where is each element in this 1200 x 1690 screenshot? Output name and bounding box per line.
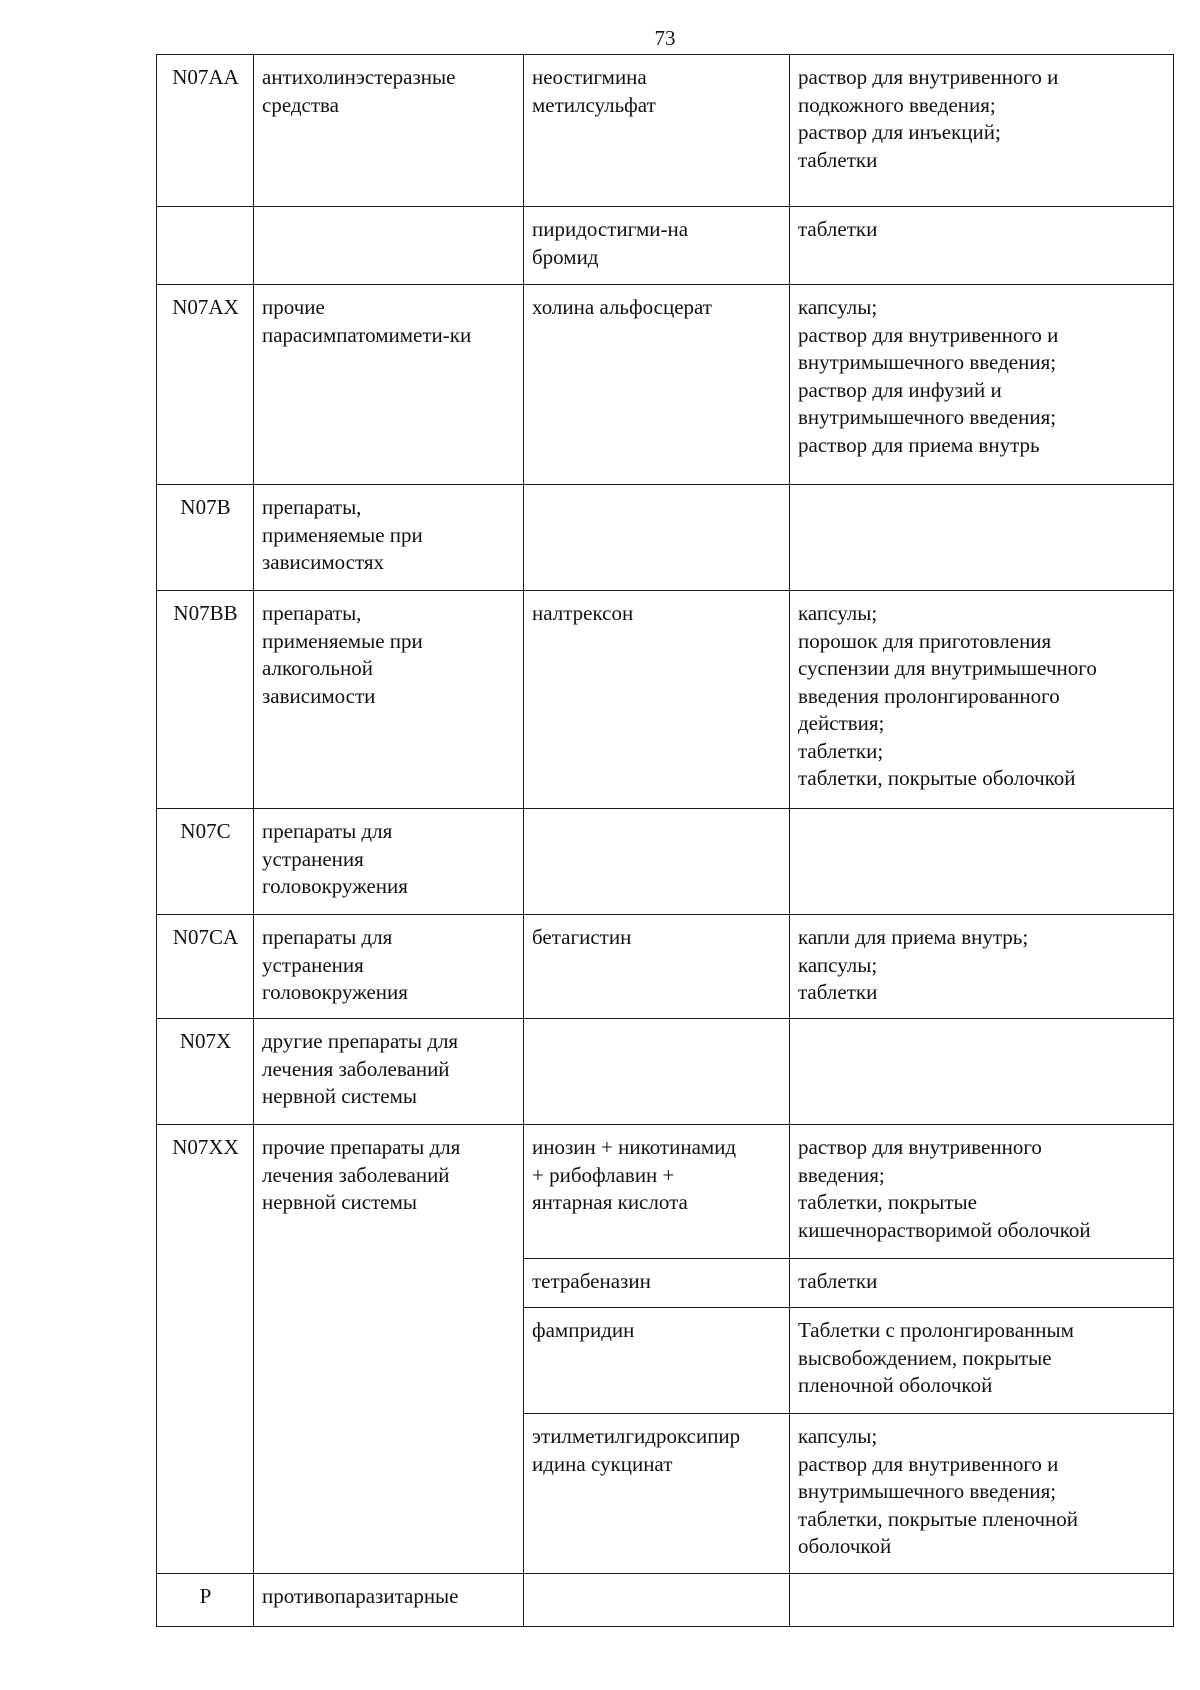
forms-text-line: пленочной оболочкой bbox=[798, 1373, 993, 1397]
forms-text-line: капсулы; bbox=[798, 601, 878, 625]
table-row bbox=[157, 1019, 1174, 1125]
atc-code-cell bbox=[157, 485, 254, 591]
drug-text-line: инозин + никотинамид bbox=[532, 1135, 737, 1159]
atc-code: N07X bbox=[179, 1029, 232, 1053]
table-row bbox=[157, 55, 1174, 207]
dosage-forms-cell bbox=[790, 1414, 1174, 1574]
drug-name-cell bbox=[524, 285, 790, 485]
group-name-cell bbox=[254, 1574, 524, 1627]
forms-text-line: кишечнорастворимой оболочкой bbox=[798, 1217, 1091, 1242]
group-text-line: парасимпатомимети-ки bbox=[262, 322, 472, 347]
drug-name-cell bbox=[524, 1019, 790, 1125]
drug-classification-table bbox=[156, 54, 1174, 1627]
forms-text-line: раствор для внутривенного bbox=[798, 1135, 1042, 1159]
atc-code-cell bbox=[157, 915, 254, 1019]
atc-code-cell bbox=[157, 591, 254, 809]
drug-name-cell bbox=[524, 1308, 790, 1414]
atc-code: P bbox=[199, 1584, 212, 1608]
drug-name-cell bbox=[524, 809, 790, 915]
forms-text-line: раствор для внутривенного и bbox=[798, 65, 1059, 89]
forms-text-line: раствор для инфузий и bbox=[798, 377, 1002, 402]
atc-code: N07AX bbox=[172, 295, 239, 319]
drug-text-line: тетрабеназин bbox=[532, 1269, 651, 1293]
forms-text-line: капли для приема внутрь; bbox=[798, 925, 1029, 949]
dosage-forms-cell bbox=[790, 207, 1174, 285]
forms-text-line: Таблетки с пролонгированным bbox=[798, 1318, 1074, 1342]
table-row bbox=[157, 485, 1174, 591]
group-name-cell bbox=[254, 485, 524, 591]
forms-text-line: введения пролонгированного bbox=[798, 683, 1060, 708]
table-row bbox=[157, 285, 1174, 485]
drug-text-line: холина альфосцерат bbox=[532, 295, 712, 319]
group-name-cell bbox=[254, 1019, 524, 1125]
atc-code: N07BB bbox=[173, 601, 238, 625]
dosage-forms-cell bbox=[790, 1308, 1174, 1414]
group-name-cell bbox=[254, 915, 524, 1019]
drug-text-line: пиридостигми-на bbox=[532, 217, 689, 241]
drug-name-cell bbox=[524, 485, 790, 591]
group-text-line: головокружения bbox=[262, 980, 408, 1004]
forms-text-line: внутримышечного введения; bbox=[798, 1479, 1057, 1503]
forms-text-line: порошок для приготовления bbox=[798, 628, 1052, 653]
atc-code-cell bbox=[157, 1019, 254, 1125]
group-text-line: прочие препараты для bbox=[262, 1135, 461, 1159]
group-text-line: применяемые при bbox=[262, 628, 423, 653]
group-text-line: средства bbox=[262, 92, 340, 117]
group-text-line: другие препараты для bbox=[262, 1029, 459, 1053]
group-text-line: противопаразитарные bbox=[262, 1584, 459, 1608]
forms-text-line: таблетки, покрытые bbox=[798, 1190, 977, 1214]
drug-name-cell bbox=[524, 207, 790, 285]
drug-text-line: неостигмина bbox=[532, 65, 647, 89]
drug-name-cell bbox=[524, 55, 790, 207]
forms-text-line: подкожного введения; bbox=[798, 92, 996, 117]
group-text-line: лечения заболеваний bbox=[262, 1162, 450, 1187]
drug-name-cell bbox=[524, 591, 790, 809]
drug-name-cell bbox=[524, 915, 790, 1019]
group-name-cell bbox=[254, 285, 524, 485]
group-name-cell bbox=[254, 1125, 524, 1574]
atc-code-cell bbox=[157, 1574, 254, 1627]
dosage-forms-cell bbox=[790, 485, 1174, 591]
forms-text-line: оболочкой bbox=[798, 1534, 892, 1558]
atc-code: N07XX bbox=[172, 1135, 239, 1159]
drug-text-line: бетагистин bbox=[532, 925, 632, 949]
group-text-line: прочие bbox=[262, 295, 325, 319]
forms-text-line: действия; bbox=[798, 711, 885, 735]
atc-code: N07B bbox=[180, 495, 231, 519]
dosage-forms-cell bbox=[790, 1259, 1174, 1308]
drug-name-cell bbox=[524, 1574, 790, 1627]
group-text-line: препараты, bbox=[262, 601, 362, 625]
group-name-cell bbox=[254, 591, 524, 809]
dosage-forms-cell bbox=[790, 915, 1174, 1019]
dosage-forms-cell bbox=[790, 1574, 1174, 1627]
forms-text-line: раствор для внутривенного и bbox=[798, 1451, 1059, 1476]
atc-code-cell bbox=[157, 809, 254, 915]
group-text-line: препараты для bbox=[262, 925, 393, 949]
drug-text-line: фампридин bbox=[532, 1318, 635, 1342]
table-row bbox=[157, 1574, 1174, 1627]
table-row bbox=[157, 809, 1174, 915]
group-text-line: нервной системы bbox=[262, 1190, 417, 1214]
forms-text-line: капсулы; bbox=[798, 1424, 878, 1448]
forms-text-line: таблетки, покрытые оболочкой bbox=[798, 766, 1076, 790]
drug-text-line: этилметилгидроксипир bbox=[532, 1424, 741, 1448]
drug-name-cell bbox=[524, 1125, 790, 1259]
table-row bbox=[157, 915, 1174, 1019]
atc-code-cell bbox=[157, 285, 254, 485]
forms-text-line: таблетки bbox=[798, 147, 878, 172]
forms-text-line: таблетки bbox=[798, 980, 878, 1004]
group-text-line: алкогольной bbox=[262, 656, 373, 680]
atc-code-cell bbox=[157, 55, 254, 207]
forms-text-line: капсулы; bbox=[798, 952, 878, 977]
table-row bbox=[157, 207, 1174, 285]
forms-text-line: раствор для внутривенного и bbox=[798, 322, 1059, 347]
drug-name-cell bbox=[524, 1259, 790, 1308]
forms-text-line: капсулы; bbox=[798, 295, 878, 319]
group-text-line: лечения заболеваний bbox=[262, 1056, 450, 1081]
table-row bbox=[157, 1125, 1174, 1259]
group-text-line: головокружения bbox=[262, 874, 408, 898]
drug-text-line: + рибофлавин + bbox=[532, 1162, 675, 1187]
forms-text-line: суспензии для внутримышечного bbox=[798, 656, 1097, 680]
group-text-line: антихолинэстеразные bbox=[262, 65, 456, 89]
forms-text-line: высвобождением, покрытые bbox=[798, 1345, 1052, 1370]
dosage-forms-cell bbox=[790, 285, 1174, 485]
atc-code-cell bbox=[157, 1125, 254, 1574]
drug-name-cell bbox=[524, 1414, 790, 1574]
drug-text-line: бромид bbox=[532, 244, 599, 269]
dosage-forms-cell bbox=[790, 55, 1174, 207]
atc-code: N07C bbox=[180, 819, 231, 843]
atc-code-cell bbox=[157, 207, 254, 285]
forms-text-line: введения; bbox=[798, 1162, 885, 1187]
dosage-forms-cell bbox=[790, 1019, 1174, 1125]
dosage-forms-cell bbox=[790, 591, 1174, 809]
group-name-cell bbox=[254, 207, 524, 285]
group-name-cell bbox=[254, 809, 524, 915]
group-text-line: препараты для bbox=[262, 819, 393, 843]
group-text-line: устранения bbox=[262, 846, 364, 871]
drug-text-line: идина сукцинат bbox=[532, 1451, 673, 1476]
group-text-line: зависимости bbox=[262, 683, 376, 708]
atc-code: N07AA bbox=[172, 65, 239, 89]
forms-text-line: таблетки bbox=[798, 217, 878, 241]
dosage-forms-cell bbox=[790, 809, 1174, 915]
forms-text-line: таблетки bbox=[798, 1269, 878, 1293]
group-name-cell bbox=[254, 55, 524, 207]
forms-text-line: раствор для приема внутрь bbox=[798, 432, 1040, 457]
forms-text-line: таблетки, покрытые пленочной bbox=[798, 1506, 1079, 1531]
drug-text-line: налтрексон bbox=[532, 601, 634, 625]
drug-text-line: метилсульфат bbox=[532, 92, 656, 117]
page-number: 73 bbox=[654, 26, 676, 50]
forms-text-line: внутримышечного введения; bbox=[798, 350, 1057, 374]
table-body bbox=[157, 55, 1174, 1627]
forms-text-line: внутримышечного введения; bbox=[798, 405, 1057, 429]
group-text-line: препараты, bbox=[262, 495, 362, 519]
forms-text-line: таблетки; bbox=[798, 738, 884, 763]
group-text-line: применяемые при bbox=[262, 522, 423, 547]
group-text-line: зависимостях bbox=[262, 550, 385, 574]
table-row bbox=[157, 591, 1174, 809]
forms-text-line: раствор для инъекций; bbox=[798, 120, 1001, 144]
group-text-line: устранения bbox=[262, 952, 364, 977]
atc-code: N07CA bbox=[172, 925, 239, 949]
group-text-line: нервной системы bbox=[262, 1084, 417, 1108]
dosage-forms-cell bbox=[790, 1125, 1174, 1259]
drug-text-line: янтарная кислота bbox=[532, 1190, 688, 1214]
